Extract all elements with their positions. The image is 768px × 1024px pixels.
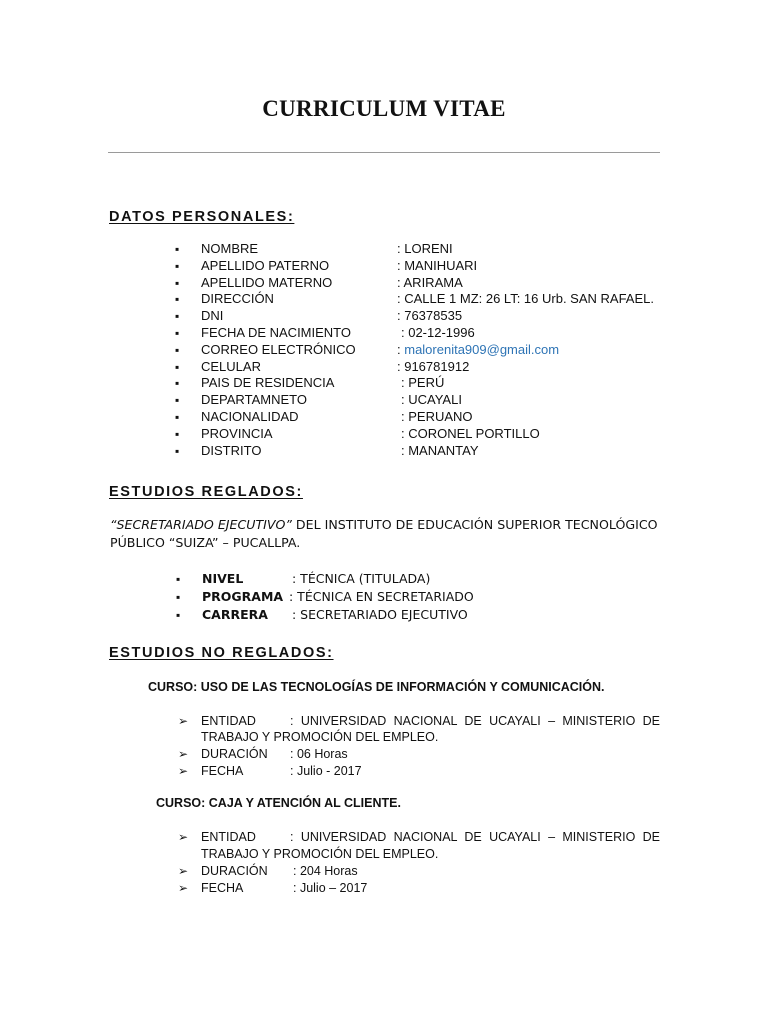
square-bullet-icon: ▪ (175, 444, 180, 458)
course-1-entity-value: : UNIVERSIDAD NACIONAL DE UCAYALI – MINISTERIO DE (290, 714, 660, 728)
course-1-duration-label: DURACIÓN (201, 747, 268, 761)
square-bullet-icon: ▪ (175, 276, 180, 290)
square-bullet-icon: ▪ (175, 393, 180, 407)
section-heading-informal: ESTUDIOS NO REGLADOS: (109, 645, 334, 661)
course-2-date-label: FECHA (201, 881, 244, 895)
personal-field-value-text: : PERÚ (401, 375, 445, 390)
personal-field-label: PROVINCIA (201, 426, 273, 441)
personal-field-label: APELLIDO MATERNO (201, 275, 333, 290)
personal-field-label: FECHA DE NACIMIENTO (201, 325, 352, 340)
personal-field-label: NACIONALIDAD (201, 409, 299, 424)
square-bullet-icon: ▪ (176, 590, 181, 604)
personal-field-label: DEPARTAMNETO (201, 392, 307, 407)
personal-field-value-text: : MANANTAY (401, 443, 479, 458)
course-2-entity-value-2: TRABAJO Y PROMOCIÓN DEL EMPLEO. (201, 847, 439, 861)
personal-field-value (397, 342, 559, 358)
formal-field-value: : SECRETARIADO EJECUTIVO (292, 607, 468, 622)
formal-field-value: : TÉCNICA EN SECRETARIADO (289, 589, 474, 604)
personal-field-label: PAIS DE RESIDENCIA (201, 375, 335, 390)
course-2-duration-label: DURACIÓN (201, 864, 268, 878)
personal-field-value (397, 258, 477, 274)
personal-field-value (397, 241, 453, 257)
arrow-bullet-icon: ➢ (178, 881, 189, 895)
personal-field-value (401, 426, 540, 442)
personal-field-label: DISTRITO (201, 443, 262, 458)
square-bullet-icon: ▪ (175, 360, 180, 374)
personal-field-value-text: : ARIRAMA (397, 275, 463, 290)
personal-field-value-text: : 76378535 (397, 308, 463, 323)
personal-field-label: APELLIDO PATERNO (201, 258, 330, 273)
personal-field-label: DIRECCIÓN (201, 291, 274, 306)
personal-field-label: CELULAR (201, 359, 261, 374)
personal-field-value-text: : PERUANO (401, 409, 473, 424)
personal-field-value-text: : UCAYALI (401, 392, 462, 407)
personal-field-value (401, 409, 473, 425)
program-name: “SECRETARIADO EJECUTIVO” (110, 517, 292, 532)
personal-field-value (397, 291, 654, 307)
personal-field-value-text: : 916781912 (397, 359, 470, 374)
square-bullet-icon: ▪ (175, 326, 180, 340)
course-1-title: CURSO: USO DE LAS TECNOLOGÍAS DE INFORMACIÓN Y COMUNICACIÓN. (148, 680, 605, 694)
personal-field-value (401, 325, 475, 341)
course-1-duration-value: : 06 Horas (290, 747, 348, 761)
formal-studies-description (110, 516, 662, 552)
formal-field-label: NIVEL (202, 571, 244, 586)
email-link[interactable]: malorenita909@gmail.com (404, 342, 560, 357)
personal-field-value (401, 443, 479, 459)
personal-field-value-text: : CALLE 1 MZ: 26 LT: 16 Urb. SAN RAFAEL. (397, 291, 654, 306)
personal-field-value-text: : LORENI (397, 241, 453, 256)
course-2-title: CURSO: CAJA Y ATENCIÓN AL CLIENTE. (156, 796, 401, 810)
course-1-date-label: FECHA (201, 764, 244, 778)
square-bullet-icon: ▪ (175, 343, 180, 357)
personal-field-value-text: : (397, 342, 405, 357)
course-2-entity-value: : UNIVERSIDAD NACIONAL DE UCAYALI – MINISTERIO DE (290, 830, 660, 844)
course-2-entity-label: ENTIDAD (201, 830, 256, 844)
square-bullet-icon: ▪ (175, 410, 180, 424)
arrow-bullet-icon: ➢ (178, 747, 189, 761)
square-bullet-icon: ▪ (175, 376, 180, 390)
personal-field-value (397, 275, 463, 291)
square-bullet-icon: ▪ (175, 427, 180, 441)
personal-field-value (397, 308, 462, 324)
personal-field-value-text: : CORONEL PORTILLO (401, 426, 540, 441)
institute-line-1: DEL INSTITUTO DE EDUCACIÓN SUPERIOR TECNOLÓGICO (291, 517, 658, 532)
personal-field-value-text: : 02-12-1996 (401, 325, 475, 340)
course-1-entity-label: ENTIDAD (201, 714, 256, 728)
formal-field-label: CARRERA (202, 607, 268, 622)
arrow-bullet-icon: ➢ (178, 864, 189, 878)
course-2-duration-value: : 204 Horas (293, 864, 358, 878)
section-heading-personal: DATOS PERSONALES: (109, 209, 295, 225)
personal-field-value-text: : MANIHUARI (397, 258, 478, 273)
institute-line-2: PÚBLICO “SUIZA” – PUCALLPA. (110, 535, 301, 550)
course-1-date-value: : Julio - 2017 (290, 764, 362, 778)
personal-field-label: NOMBRE (201, 241, 259, 256)
arrow-bullet-icon: ➢ (178, 714, 189, 728)
square-bullet-icon: ▪ (175, 242, 180, 256)
arrow-bullet-icon: ➢ (178, 830, 189, 844)
square-bullet-icon: ▪ (176, 608, 181, 622)
course-2-date-value: : Julio – 2017 (293, 881, 368, 895)
personal-field-value (401, 392, 462, 408)
formal-field-label: PROGRAMA (202, 589, 284, 604)
title-divider (108, 152, 660, 153)
square-bullet-icon: ▪ (175, 292, 180, 306)
square-bullet-icon: ▪ (175, 259, 180, 273)
formal-field-value: : TÉCNICA (TITULADA) (292, 571, 431, 586)
page-title: CURRICULUM VITAE (262, 96, 506, 121)
personal-field-label: CORREO ELECTRÓNICO (201, 342, 356, 357)
square-bullet-icon: ▪ (176, 572, 181, 586)
personal-field-value (397, 359, 469, 375)
course-1-entity-value-2: TRABAJO Y PROMOCIÓN DEL EMPLEO. (201, 730, 439, 744)
arrow-bullet-icon: ➢ (178, 764, 189, 778)
square-bullet-icon: ▪ (175, 309, 180, 323)
personal-field-label: DNI (201, 308, 224, 323)
personal-field-value (401, 375, 444, 391)
section-heading-formal: ESTUDIOS REGLADOS: (109, 484, 303, 500)
